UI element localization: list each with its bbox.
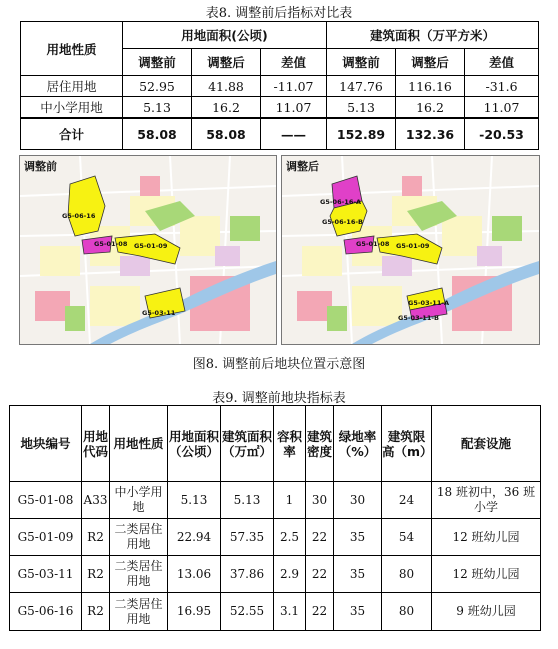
parcel-label: G5-01-09	[134, 242, 168, 250]
table9-header: 绿地率（%）	[334, 406, 382, 482]
table9-cell: G5-03-11	[10, 556, 82, 593]
table9-cell: 13.06	[168, 556, 221, 593]
table8-caption: 表8. 调整前后指标对比表	[205, 6, 353, 21]
map-after	[281, 155, 540, 345]
table9-cell: 35	[334, 593, 382, 631]
table8-cell: 11.07	[261, 97, 327, 119]
table8-subheader: 调整前	[123, 49, 192, 76]
table8-cell: 16.2	[396, 97, 465, 119]
table9-cell: 22	[306, 556, 334, 593]
table8-subheader: 调整后	[396, 49, 465, 76]
table9-caption: 表9. 调整前地块指标表	[212, 391, 346, 406]
table9-header: 用地面积（公顷）	[168, 406, 221, 482]
table9-cell: 9 班幼儿园	[432, 593, 541, 631]
table8-subheader: 调整后	[192, 49, 261, 76]
table9-cell: G5-06-16	[10, 593, 82, 631]
table8-cell: 52.95	[123, 76, 192, 97]
table8-total-cell: 合计	[21, 118, 123, 150]
table9-cell: 35	[334, 556, 382, 593]
table9-header: 建筑密度	[306, 406, 334, 482]
table9-header: 用地代码	[82, 406, 110, 482]
table9-cell: 22	[306, 593, 334, 631]
table8-cell: 居住用地	[21, 76, 123, 97]
table9-cell: 12 班幼儿园	[432, 556, 541, 593]
table9	[9, 405, 541, 631]
table8-header-build-area: 建筑面积（万平方米）	[327, 22, 539, 49]
table8-cell: -11.07	[261, 76, 327, 97]
table9-cell: 二类居住用地	[110, 593, 168, 631]
table9-cell: 16.95	[168, 593, 221, 631]
table8-subheader: 差值	[261, 49, 327, 76]
table9-cell: 二类居住用地	[110, 556, 168, 593]
table9-header: 建筑面积（万㎡）	[221, 406, 274, 482]
table8-total-cell: -20.53	[465, 118, 539, 150]
table9-cell: 54	[382, 519, 432, 556]
table9-cell: 22.94	[168, 519, 221, 556]
table9-cell: 57.35	[221, 519, 274, 556]
table8-cell: 147.76	[327, 76, 396, 97]
table9-cell: 12 班幼儿园	[432, 519, 541, 556]
table8-total-cell: 58.08	[192, 118, 261, 150]
table9-header: 配套设施	[432, 406, 541, 482]
table9-header-row	[10, 406, 541, 482]
table8-subheader: 调整前	[327, 49, 396, 76]
parcel-label: G5-03-11	[142, 309, 176, 317]
table9-cell: 80	[382, 593, 432, 631]
table9-row	[10, 593, 541, 631]
table8-cell: 41.88	[192, 76, 261, 97]
table8-cell: 116.16	[396, 76, 465, 97]
parcel-label: G5-03-11-B	[398, 314, 439, 322]
table9-cell: 3.1	[274, 593, 306, 631]
map-after-title: 调整后	[286, 160, 319, 173]
parcel-label: G5-06-16	[62, 212, 96, 220]
table9-cell: 5.13	[221, 482, 274, 519]
table8-cell: 16.2	[192, 97, 261, 119]
table9-cell: 中小学用地	[110, 482, 168, 519]
table9-cell: 24	[382, 482, 432, 519]
figure8-maps	[19, 155, 540, 343]
table9-cell: 5.13	[168, 482, 221, 519]
table8-cell: 5.13	[123, 97, 192, 119]
table9-header: 地块编号	[10, 406, 82, 482]
table8-cell: 11.07	[465, 97, 539, 119]
table9-cell: 22	[306, 519, 334, 556]
parcel-label: G5-01-08	[94, 240, 128, 248]
table8-cell: -31.6	[465, 76, 539, 97]
table9-cell: R2	[82, 556, 110, 593]
table8-total-cell: ——	[261, 118, 327, 150]
table9-cell: R2	[82, 519, 110, 556]
table9-cell: A33	[82, 482, 110, 519]
parcel-label: G5-01-09	[396, 242, 430, 250]
table9-cell: R2	[82, 593, 110, 631]
table9-cell: 80	[382, 556, 432, 593]
table9-cell: 30	[306, 482, 334, 519]
map-before-title: 调整前	[24, 160, 57, 173]
figure8-caption: 图8. 调整前后地块位置示意图	[192, 357, 366, 372]
table8-total-row	[21, 118, 539, 150]
table8-subheader: 差值	[465, 49, 539, 76]
table9-header: 用地性质	[110, 406, 168, 482]
parcel-label: G5-03-11-A	[408, 299, 450, 307]
table9-cell: 1	[274, 482, 306, 519]
table9-cell: 52.55	[221, 593, 274, 631]
table8-row	[21, 97, 539, 119]
table9-cell: 30	[334, 482, 382, 519]
table8-row	[21, 76, 539, 97]
parcel-label: G5-06-16-B	[322, 218, 363, 226]
table9-cell: G5-01-09	[10, 519, 82, 556]
table9-cell: 18 班初中，36 班小学	[432, 482, 541, 519]
table9-cell: 2.9	[274, 556, 306, 593]
table9-cell: 37.86	[221, 556, 274, 593]
table9-cell: 2.5	[274, 519, 306, 556]
table9-cell: 35	[334, 519, 382, 556]
table8-cell: 5.13	[327, 97, 396, 119]
table8	[20, 21, 539, 150]
table8-header-land-area: 用地面积(公顷)	[123, 22, 327, 49]
table8-total-cell: 58.08	[123, 118, 192, 150]
table9-cell: G5-01-08	[10, 482, 82, 519]
table9-row	[10, 556, 541, 593]
map-before	[19, 155, 277, 345]
table8-total-cell: 152.89	[327, 118, 396, 150]
table8-header-land-type: 用地性质	[21, 22, 123, 76]
table9-row	[10, 519, 541, 556]
table9-cell: 二类居住用地	[110, 519, 168, 556]
parcel-label: G5-06-16-A	[320, 198, 362, 206]
parcel-label: G5-01-08	[356, 240, 390, 248]
table8-cell: 中小学用地	[21, 97, 123, 119]
table9-header: 容积率	[274, 406, 306, 482]
table8-total-cell: 132.36	[396, 118, 465, 150]
table9-header: 建筑限高（m）	[382, 406, 432, 482]
table9-row	[10, 482, 541, 519]
